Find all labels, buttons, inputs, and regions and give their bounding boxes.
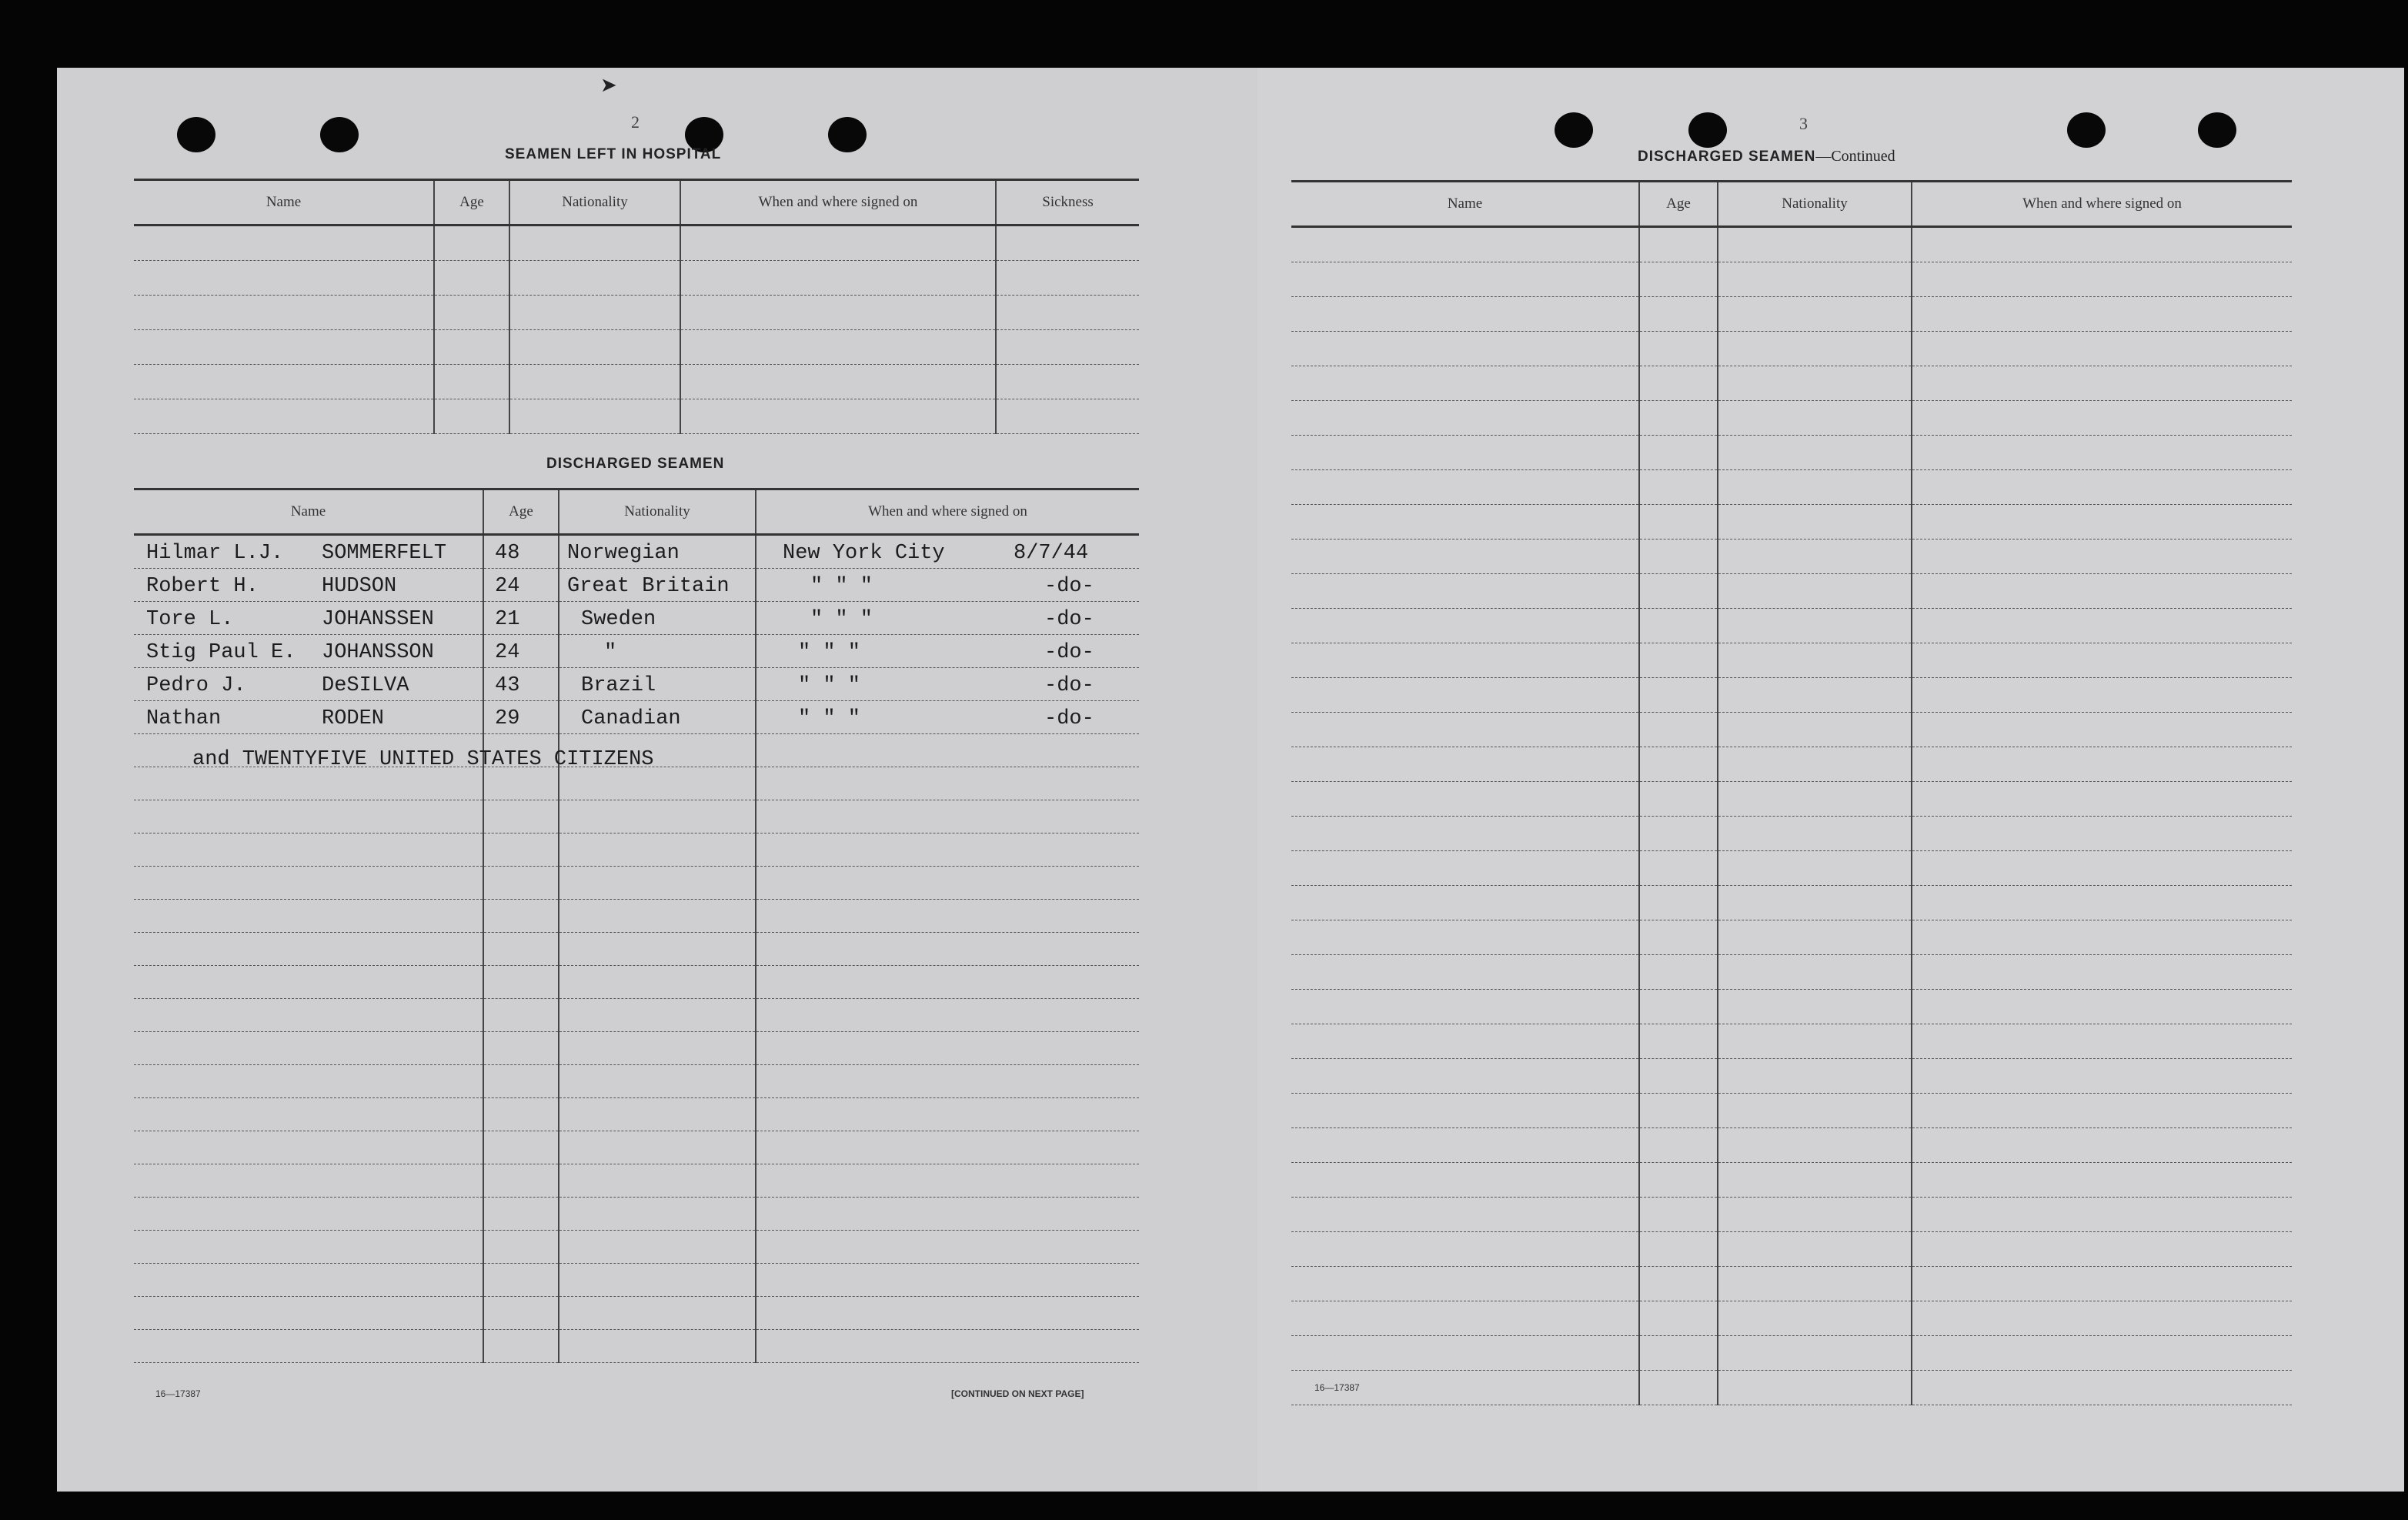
table-row — [1291, 990, 2292, 1024]
table-row — [1291, 540, 2292, 574]
table-row — [1291, 609, 2292, 643]
signed-on-date: 8/7/44 — [1014, 542, 1089, 565]
page-number: 2 — [631, 112, 640, 132]
col-header-signed-on: When and where signed on — [756, 489, 1139, 535]
seaman-first-name: Nathan — [146, 707, 222, 730]
table-row — [134, 296, 1139, 330]
table-row — [1291, 713, 2292, 747]
table-row — [1291, 955, 2292, 990]
seaman-nationality: Norwegian — [567, 542, 680, 565]
citizens-note: and TWENTYFIVE UNITED STATES CITIZENS — [192, 748, 654, 771]
seaman-last-name: DeSILVA — [322, 674, 409, 697]
col-header-nationality: Nationality — [1718, 182, 1912, 227]
table-row — [1291, 1301, 2292, 1336]
col-header-name: Name — [134, 180, 434, 225]
table-row — [1291, 1232, 2292, 1267]
table-row — [134, 1297, 1139, 1330]
seaman-nationality: Brazil — [581, 674, 656, 697]
title-continued: —Continued — [1815, 148, 1895, 165]
table-row — [1291, 920, 2292, 955]
table-row — [1291, 1163, 2292, 1198]
table-row — [134, 1198, 1139, 1231]
discharged-table — [134, 488, 1139, 1363]
punch-hole — [1688, 112, 1727, 148]
title-main: DISCHARGED SEAMEN — [1638, 149, 1816, 165]
col-header-sickness: Sickness — [996, 180, 1139, 225]
punch-hole — [320, 117, 359, 152]
seaman-age: 24 — [495, 641, 520, 664]
punch-hole — [1555, 112, 1593, 148]
seaman-nationality: Canadian — [581, 707, 681, 730]
table-row — [134, 701, 1139, 734]
table-row — [134, 1164, 1139, 1198]
signed-on-place: " " " — [810, 575, 873, 598]
table-row — [134, 1264, 1139, 1297]
table-row — [1291, 401, 2292, 436]
col-header-age: Age — [1639, 182, 1718, 227]
table-row — [1291, 1198, 2292, 1232]
table-row — [134, 569, 1139, 602]
seaman-age: 21 — [495, 608, 520, 631]
table-row — [134, 999, 1139, 1032]
signed-on-place: " " " — [798, 674, 861, 697]
right-page — [1257, 68, 2404, 1492]
seaman-age: 29 — [495, 707, 520, 730]
col-header-age: Age — [434, 180, 509, 225]
table-row — [1291, 1128, 2292, 1163]
punch-hole — [2198, 112, 2236, 148]
col-header-name: Name — [1291, 182, 1639, 227]
table-row — [134, 900, 1139, 933]
table-row — [134, 668, 1139, 701]
table-row — [134, 330, 1139, 365]
punch-hole — [177, 117, 215, 152]
table-row — [134, 399, 1139, 434]
table-row — [134, 225, 1139, 261]
seaman-last-name: JOHANSSON — [322, 641, 434, 664]
table-row — [134, 602, 1139, 635]
col-header-signed-on: When and where signed on — [680, 180, 996, 225]
punch-hole — [2067, 112, 2106, 148]
signed-on-date: -do- — [1044, 707, 1094, 730]
arrow-mark-icon: ➤ — [600, 74, 617, 96]
table-row — [134, 1231, 1139, 1264]
table-row — [1291, 1371, 2292, 1405]
table-row — [134, 867, 1139, 900]
table-row — [1291, 678, 2292, 713]
punch-hole — [828, 117, 867, 152]
col-header-nationality: Nationality — [509, 180, 680, 225]
table-row — [1291, 747, 2292, 782]
table-row — [1291, 817, 2292, 851]
seaman-nationality: " — [604, 641, 617, 664]
table-row — [134, 1098, 1139, 1131]
signed-on-place: " " " — [810, 608, 873, 631]
seaman-nationality: Sweden — [581, 608, 656, 631]
seaman-age: 24 — [495, 575, 520, 598]
seaman-first-name: Tore L. — [146, 608, 234, 631]
seaman-last-name: RODEN — [322, 707, 385, 730]
table-row — [1291, 886, 2292, 920]
signed-on-place: New York City — [783, 542, 945, 565]
signed-on-date: -do- — [1044, 674, 1094, 697]
signed-on-date: -do- — [1044, 575, 1094, 598]
discharged-section-title: DISCHARGED SEAMEN — [546, 456, 725, 472]
form-number: 16—17387 — [1314, 1382, 1360, 1393]
table-row — [134, 933, 1139, 966]
table-row — [134, 635, 1139, 668]
table-row — [1291, 643, 2292, 678]
signed-on-date: -do- — [1044, 608, 1094, 631]
left-page — [57, 68, 1257, 1492]
seaman-first-name: Robert H. — [146, 575, 259, 598]
table-row — [1291, 1094, 2292, 1128]
table-row — [1291, 1024, 2292, 1059]
seaman-last-name: HUDSON — [322, 575, 397, 598]
hospital-table — [134, 179, 1139, 434]
signed-on-date: -do- — [1044, 641, 1094, 664]
col-header-age: Age — [483, 489, 559, 535]
seaman-nationality: Great Britain — [567, 575, 730, 598]
seaman-first-name: Stig Paul E. — [146, 641, 296, 664]
table-row — [1291, 574, 2292, 609]
table-row — [134, 261, 1139, 296]
seaman-age: 43 — [495, 674, 520, 697]
table-row — [134, 966, 1139, 999]
discharged-continued-title — [1638, 148, 1895, 165]
signed-on-place: " " " — [798, 707, 861, 730]
discharged-continued-table — [1291, 180, 2292, 1405]
table-row — [134, 1330, 1139, 1363]
table-row — [134, 365, 1139, 399]
table-row — [1291, 297, 2292, 332]
seaman-last-name: JOHANSSEN — [322, 608, 434, 631]
table-row — [1291, 505, 2292, 540]
seaman-first-name: Pedro J. — [146, 674, 246, 697]
table-row — [134, 800, 1139, 833]
table-row — [134, 1032, 1139, 1065]
table-row — [134, 535, 1139, 569]
table-row — [1291, 332, 2292, 366]
page-number: 3 — [1799, 114, 1808, 133]
seaman-last-name: SOMMERFELT — [322, 542, 447, 565]
table-row — [1291, 851, 2292, 886]
col-header-nationality: Nationality — [559, 489, 756, 535]
table-row — [1291, 227, 2292, 262]
table-row — [1291, 1336, 2292, 1371]
table-row — [1291, 436, 2292, 470]
seaman-age: 48 — [495, 542, 520, 565]
continued-note: [CONTINUED ON NEXT PAGE] — [951, 1388, 1084, 1399]
signed-on-place: " " " — [798, 641, 861, 664]
table-row — [1291, 366, 2292, 401]
table-row — [1291, 1267, 2292, 1301]
table-row — [1291, 1059, 2292, 1094]
table-row — [1291, 782, 2292, 817]
col-header-signed-on: When and where signed on — [1912, 182, 2292, 227]
table-row — [134, 1131, 1139, 1164]
hospital-section-title: SEAMEN LEFT IN HOSPITAL — [505, 146, 722, 162]
table-row — [1291, 470, 2292, 505]
seaman-first-name: Hilmar L.J. — [146, 542, 284, 565]
table-row — [134, 767, 1139, 800]
table-row — [134, 1065, 1139, 1098]
col-header-name: Name — [134, 489, 483, 535]
form-number: 16—17387 — [155, 1388, 201, 1399]
table-row — [1291, 262, 2292, 297]
table-row — [134, 833, 1139, 867]
